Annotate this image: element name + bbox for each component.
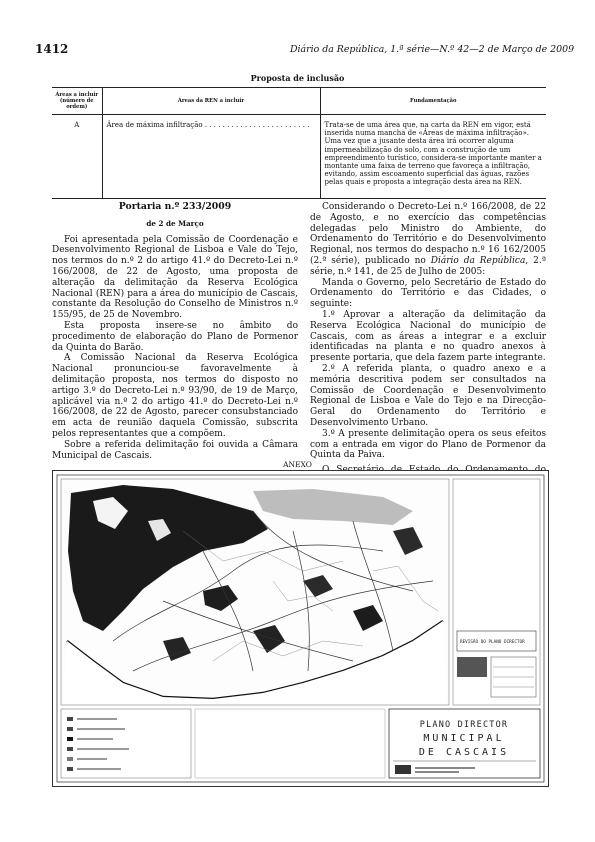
intro-tail: , 2.ª série, n.º 141, de 25 de Julho de 2005:: [310, 255, 546, 277]
proposal-title: Proposta de inclusão: [250, 73, 345, 83]
paragraph: 3.º A presente delimitação opera os seus efeitos com a entrada em vigor do Plano de Pormenor da Quinta da Paiva.: [310, 428, 546, 461]
header-area: Áreas a incluir (número de ordem): [52, 88, 102, 115]
portaria-title: Portaria n.º 233/2009: [118, 201, 232, 212]
stamp-line-3: DE CASCAIS: [418, 747, 510, 758]
table-row: [52, 115, 546, 199]
cell-area: A: [52, 115, 102, 199]
paragraph: Foi apresentada pela Comissão de Coordenação e Desenvolvimento Regional de Lisboa e Vale do Tejo, nos termos do n.º 2 do artigo 41.º do Decreto-Lei n.º 166/2008, de 22 de Agosto, uma proposta de alteração da delimitação da Reserva Ecológica Nacional (REN) para a área do município de Cascais, constante da Resolução do Conselho de Ministros n.º 155/95, de 25 de Novembro.: [52, 234, 298, 321]
running-header: Diário da República, 1.ª série—N.º 42—2 de Março de 2009: [290, 44, 575, 55]
annex-label: ANEXO: [283, 460, 312, 469]
paragraph: Sobre a referida delimitação foi ouvida a Câmara Municipal de Cascais.: [52, 439, 298, 461]
paragraph: Esta proposta insere-se no âmbito do procedimento de elaboração do Plano de Pormenor da Quinta do Barão.: [52, 320, 298, 353]
annex-map: [52, 470, 549, 787]
portaria-date: de 2 de Março: [146, 218, 204, 228]
paragraph: [310, 202, 546, 278]
text-column-right: [310, 202, 546, 498]
cell-fund: Trata-se de uma área que, na carta da REN em vigor, está inserida numa mancha de «Áreas de máxima infiltração». Uma vez que a jusante desta área irá ocorrer alguma impermeabilização do solo, com a construção de um empreendimento turístico, considera-se importante manter a montante uma faixa de terreno que favoreça a infiltração, evitando, assim escoamento superficial das águas, razões pelas quais e proposta a integração desta área na REN.: [320, 115, 546, 199]
paragraph: A Comissão Nacional da Reserva Ecológica Nacional pronunciou-se favoravelmente à delimitação proposta, nos termos do disposto no artigo 3.º do Decreto-Lei n.º 93/90, de 19 de Março, aplicável via n.º 2 do artigo 41.º do Decreto-Lei n.º 166/2008, de 22 de Agosto, parecer consubstanciado em acta de reunião daquela Comissão, subscrita pelos representantes que a compõem.: [52, 353, 298, 439]
stamp-line-2: MUNICIPAL: [423, 733, 505, 744]
cell-ren: Área de máxima infiltração . . . . . . . . . . . . . . . . . . . . . . . .: [102, 115, 320, 199]
text-column-left: [52, 202, 298, 461]
small-header: REVISÃO DO PLANO DIRECTOR: [460, 640, 525, 645]
page-number: 1412: [35, 42, 69, 56]
intro-italic: Diário da República: [430, 255, 526, 266]
map-drawing: [53, 471, 548, 786]
paragraph: Manda o Governo, pelo Secretário de Estado do Ordenamento do Território e das Cidades, o seguinte:: [310, 277, 546, 310]
header-ren: Áreas da REN a incluir: [102, 88, 320, 115]
stamp-line-1: PLANO DIRECTOR: [419, 720, 509, 730]
paragraph: 1.º Aprovar a alteração da delimitação da Reserva Ecológica Nacional do município de Cascais, com as áreas a integrar e a excluir identificadas na planta e no quadro anexos à presente portaria, que dela fazem parte integrante.: [310, 309, 546, 364]
header-fund: Fundamentação: [320, 88, 546, 115]
proposal-table: [52, 87, 546, 199]
paragraph: 2.º A referida planta, o quadro anexo e a memória descritiva podem ser consultados na Comissão de Coordenação e Desenvolvimento Regional de Lisboa e Vale do Tejo e na Direcção-Geral do Ordenamento do Território e Desenvolvimento Urbano.: [310, 363, 546, 428]
intro-text: Considerando o Decreto-Lei n.º 166/2008, de 22 de Agosto, e no exercício das competências delegadas pelo Ministro do Ambiente, do Ordenamento do Território e do Desenvolvimento Regional, nos termos do despacho n.º 16 162/2005 (2.ª série), publicado no: [310, 202, 546, 266]
